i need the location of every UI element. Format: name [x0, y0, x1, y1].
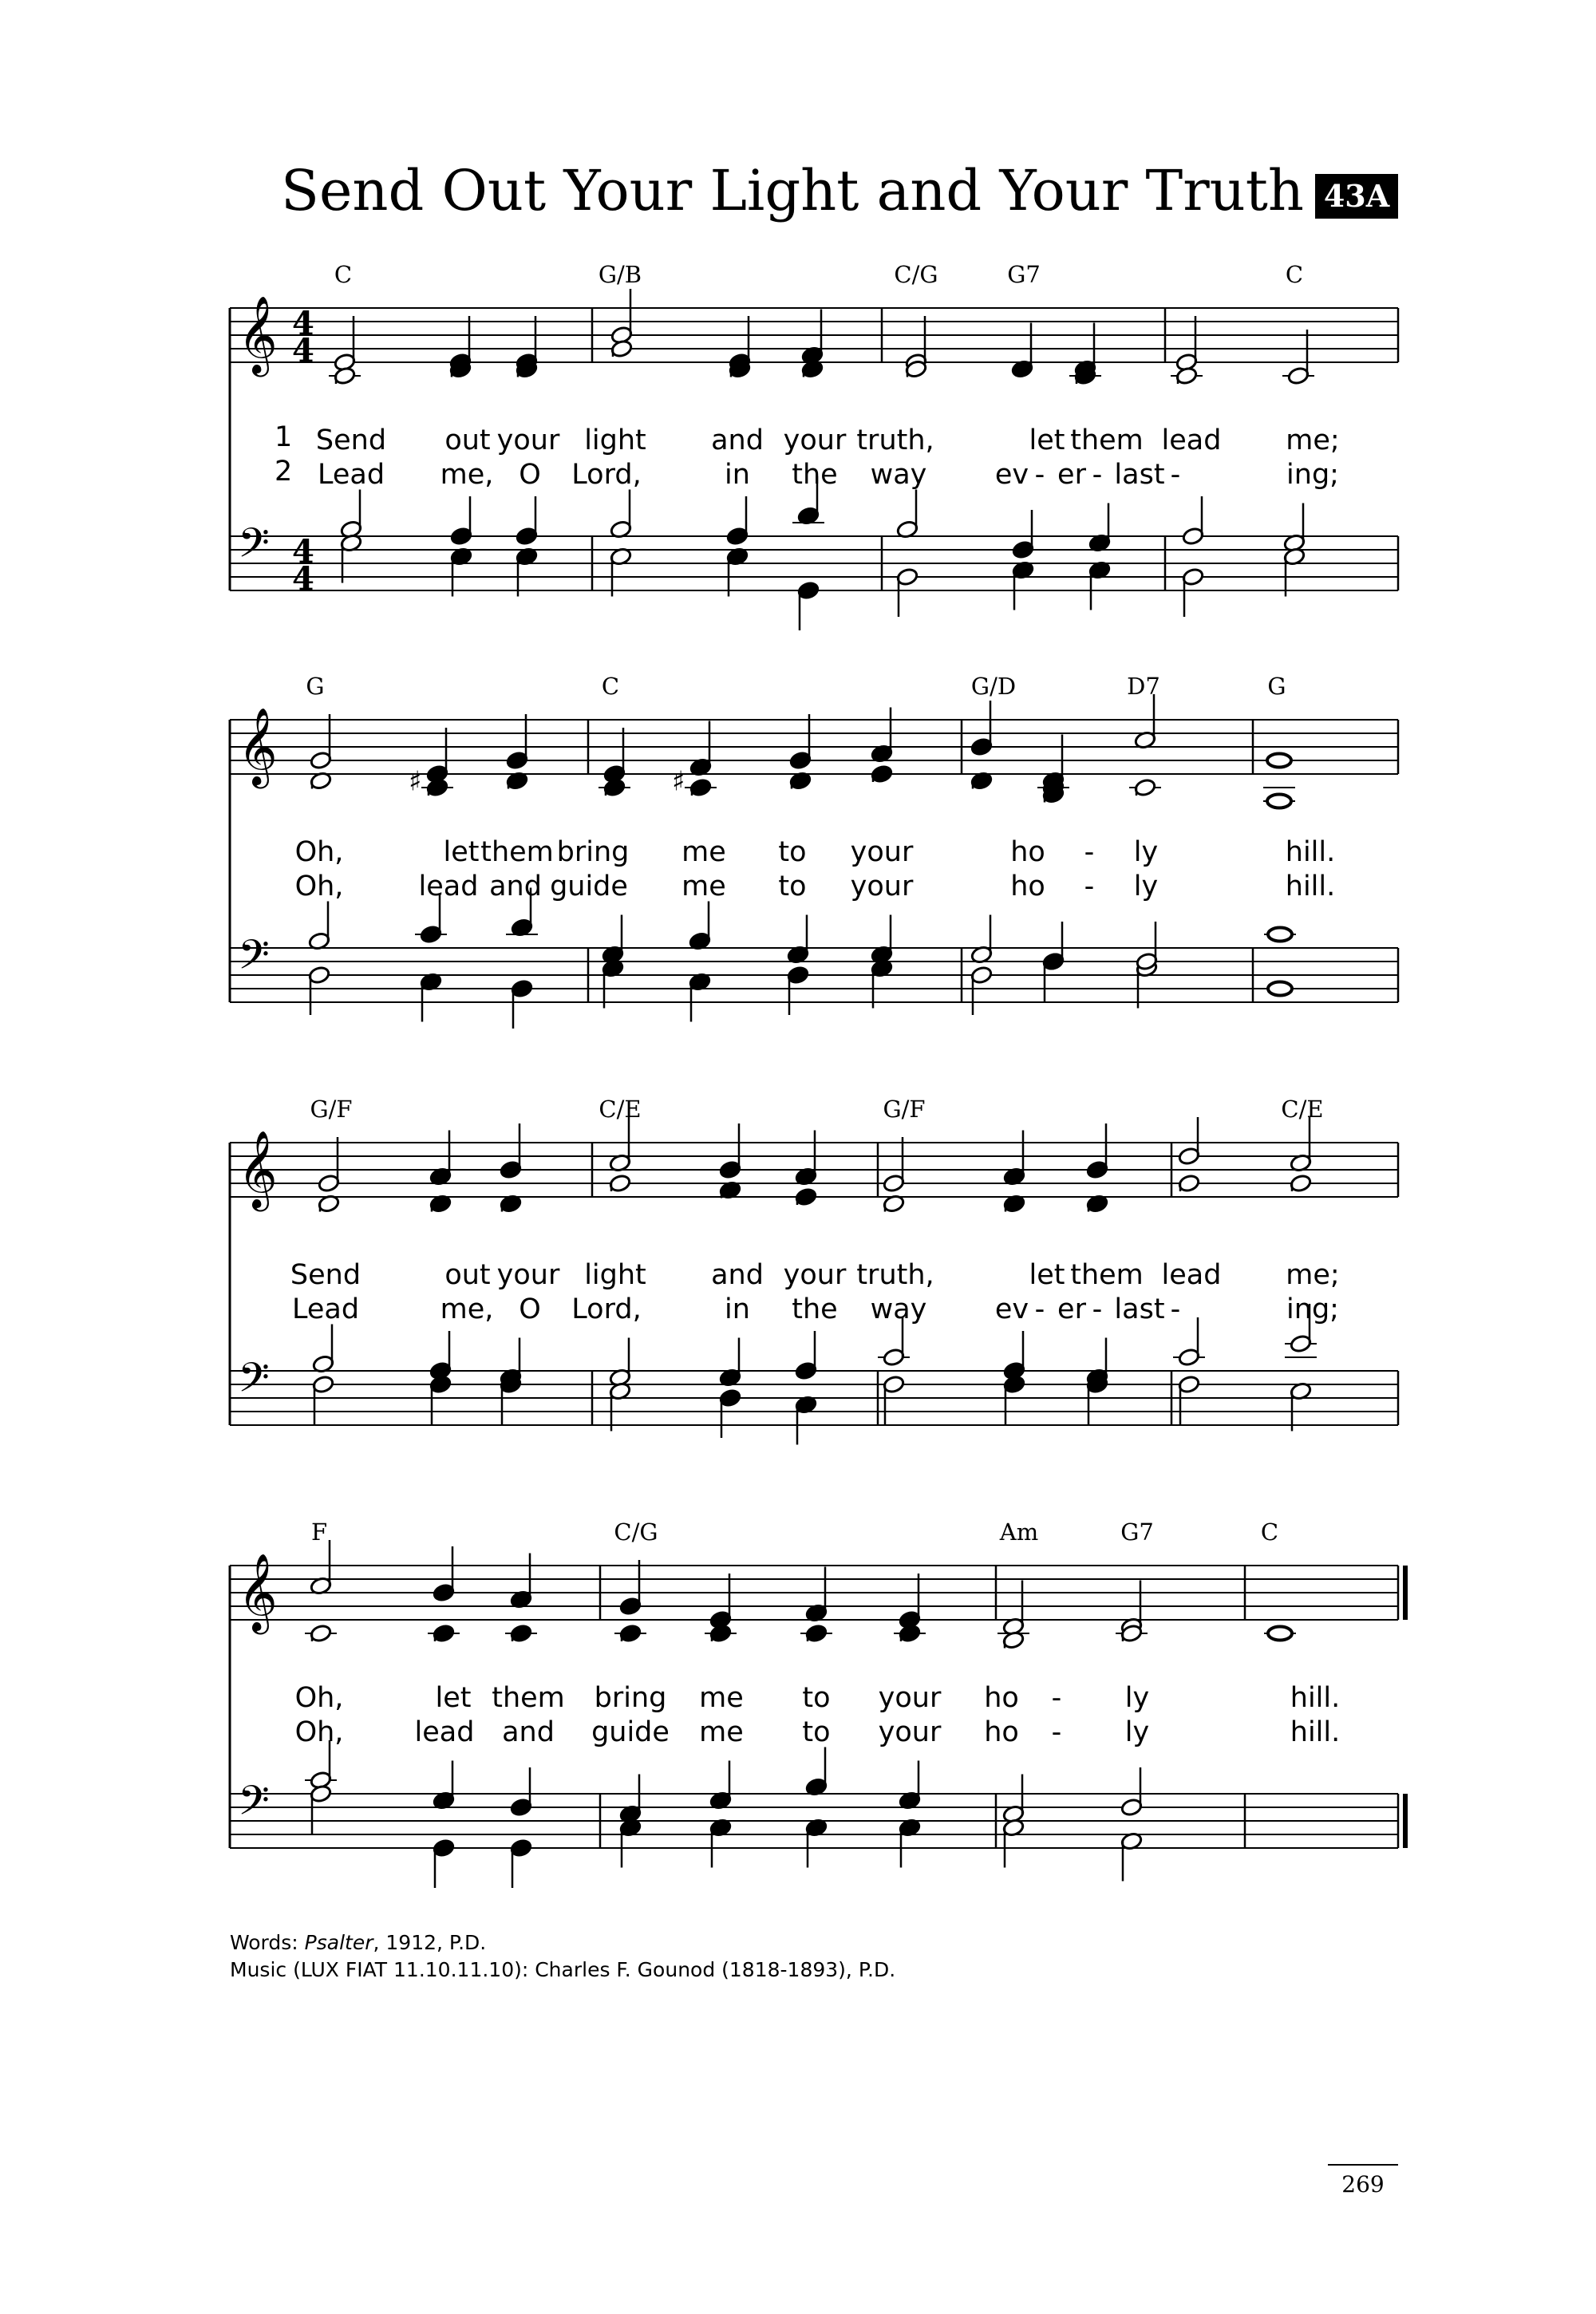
lyric-syllable: - — [1084, 871, 1095, 902]
treble-staff — [230, 1553, 1398, 1634]
treble-chord-notes — [1037, 735, 1069, 804]
lyric-syllable: Lead — [317, 459, 385, 491]
lyric-syllable: - — [1092, 459, 1103, 491]
music-credit: Music (LUX FIAT 11.10.11.10): Charles F. Gounod (1818-1893), P.D. — [230, 1958, 896, 1981]
lyric-syllable: and — [711, 1259, 764, 1291]
lyric-syllable: me, — [440, 1293, 494, 1325]
lyric-syllable: - — [1092, 1293, 1103, 1325]
bass-chord-notes — [726, 496, 749, 597]
treble-chord-notes — [506, 714, 528, 791]
lyric-syllable: er — [1057, 459, 1086, 491]
music-system — [0, 1540, 1596, 1891]
lyric-syllable: me — [699, 1716, 744, 1748]
note-head — [1267, 754, 1291, 768]
lyric-syllable: your — [850, 836, 914, 868]
lyric-syllable: me; — [1286, 1259, 1340, 1291]
words-credit — [230, 1929, 895, 1957]
bass-chord-notes — [792, 476, 824, 631]
chord-symbol: G/F — [310, 1096, 353, 1123]
treble-chord-notes — [505, 1554, 537, 1644]
lyric-syllable: last — [1114, 459, 1165, 491]
lyric-syllable: out — [444, 424, 491, 456]
bass-clef-icon: 𝄢 — [238, 1353, 270, 1412]
lyric-syllable: bring — [594, 1682, 667, 1714]
treble-chord-notes — [1171, 316, 1203, 385]
words-label: Words: — [230, 1931, 305, 1954]
lyric-syllable: and — [502, 1716, 555, 1748]
treble-chord-notes — [1129, 694, 1161, 797]
time-signature-top: 4 — [292, 305, 314, 342]
lyric-syllable: truth, — [856, 424, 934, 456]
lyric-syllable: to — [778, 871, 807, 902]
chord-symbol: C/E — [598, 1096, 642, 1123]
lyric-syllable: ho — [984, 1682, 1019, 1714]
chord-symbol: D7 — [1127, 673, 1160, 700]
bass-chord-notes — [1088, 503, 1111, 610]
treble-chord-notes — [1263, 754, 1295, 808]
treble-clef-icon: 𝄞 — [238, 1130, 278, 1208]
lyric-syllable: - — [1170, 1293, 1181, 1325]
treble-chord-notes — [318, 1137, 340, 1214]
chord-symbol: C — [334, 261, 353, 288]
treble-chord-notes — [1116, 1581, 1148, 1644]
lyric-syllable: hill. — [1290, 1716, 1341, 1748]
lyric-syllable: let — [1029, 1259, 1065, 1291]
chord-symbol: C — [1285, 261, 1304, 288]
treble-chord-notes — [705, 1574, 737, 1643]
lyric-syllable: light — [584, 1259, 646, 1291]
lyric-syllable: lead — [1161, 424, 1222, 456]
lyric-syllable: ev — [994, 1293, 1029, 1325]
treble-chord-notes — [871, 708, 893, 784]
lyric-syllable: let — [443, 836, 480, 868]
lyric-syllable: way — [870, 1293, 927, 1325]
bass-clef-icon: 𝄢 — [238, 1776, 270, 1834]
treble-chord-notes — [905, 316, 927, 379]
treble-chord-notes — [305, 1540, 337, 1643]
sharp-icon: ♯ — [409, 765, 422, 798]
lyric-syllable: your — [496, 1259, 560, 1291]
bass-clef-icon: 𝄢 — [238, 519, 270, 577]
lyric-syllable: lead — [1161, 1259, 1222, 1291]
chord-symbol: C — [1260, 1518, 1279, 1546]
lyric-syllable: ho — [1010, 836, 1045, 868]
lyric-syllable: me, — [440, 459, 494, 491]
lyric-syllable: them — [480, 836, 554, 868]
bass-chord-notes — [899, 1761, 921, 1868]
lyric-syllable: hill. — [1285, 871, 1336, 902]
treble-staff — [230, 707, 1398, 788]
lyric-syllable: and — [489, 871, 542, 902]
lyric-syllable: Lord, — [571, 1293, 642, 1325]
bass-chord-notes — [1012, 510, 1034, 610]
lyric-syllable: me — [681, 871, 726, 902]
treble-chord-notes — [970, 701, 993, 791]
lyric-syllable: and — [711, 424, 764, 456]
sharp-icon: ♯ — [672, 765, 685, 798]
bass-staff — [230, 930, 1398, 1002]
lyric-syllable: last — [1114, 1293, 1165, 1325]
treble-chord-notes — [789, 714, 812, 791]
lyric-syllable: Oh, — [294, 871, 344, 902]
lyric-syllable: ing; — [1286, 1293, 1339, 1325]
lyric-syllable: your — [783, 1259, 847, 1291]
treble-chord-notes — [449, 316, 472, 379]
lyric-syllable: Oh, — [294, 1682, 344, 1714]
bass-chord-notes — [308, 902, 330, 1016]
treble-chord-notes — [1290, 1117, 1312, 1193]
bass-chord-notes — [709, 1761, 732, 1868]
chord-symbol: C — [601, 673, 620, 700]
lyric-syllable: lead — [418, 871, 479, 902]
hymn-number-badge: 43A — [1315, 174, 1398, 219]
treble-chord-notes — [795, 1131, 817, 1207]
treble-chord-notes — [1282, 330, 1314, 385]
lyric-syllable: me — [699, 1682, 744, 1714]
treble-chord-notes — [329, 316, 361, 385]
bass-chord-notes — [450, 496, 472, 597]
bass-clef-icon: 𝄢 — [238, 930, 270, 989]
words-source: Psalter — [304, 1931, 373, 1954]
lyric-syllable: to — [802, 1716, 831, 1748]
treble-chord-notes — [719, 1123, 741, 1200]
bass-chord-notes — [970, 915, 993, 1016]
lyric-syllable: in — [725, 459, 750, 491]
lyric-syllable: - — [1034, 459, 1045, 491]
lyric-syllable: them — [1070, 1259, 1144, 1291]
lyric-syllable: the — [792, 1293, 838, 1325]
final-bar-line — [1403, 1566, 1408, 1620]
lyric-syllable: - — [1084, 836, 1095, 868]
lyric-syllable: ho — [1010, 871, 1045, 902]
lyric-syllable: ly — [1124, 1716, 1150, 1748]
treble-clef-icon: 𝄞 — [238, 295, 278, 373]
lyric-syllable: Send — [315, 424, 387, 456]
treble-chord-notes — [428, 1546, 460, 1643]
music-system — [0, 1117, 1596, 1468]
bass-chord-notes — [1120, 1767, 1143, 1882]
treble-chord-notes — [894, 1574, 926, 1643]
page-number: 269 — [1341, 2171, 1385, 2198]
note-head — [1268, 1627, 1292, 1641]
lyric-syllable: ev — [994, 459, 1029, 491]
treble-chord-notes — [801, 310, 824, 379]
lyric-syllable: ly — [1124, 1682, 1150, 1714]
bass-chord-notes — [429, 1331, 452, 1424]
lyric-syllable: me — [681, 836, 726, 868]
words-rest: , 1912, P.D. — [373, 1931, 487, 1954]
note-head — [1268, 928, 1292, 942]
lyric-syllable: Lead — [291, 1293, 360, 1325]
lyric-syllable: hill. — [1285, 836, 1336, 868]
treble-chord-notes — [1264, 1627, 1296, 1641]
note-head — [1268, 982, 1292, 996]
bass-chord-notes — [795, 1331, 817, 1445]
time-signature-bottom: 4 — [292, 332, 314, 369]
lyric-syllable: Send — [290, 1259, 361, 1291]
lyric-syllable: your — [878, 1716, 942, 1748]
lyric-syllable: light — [584, 424, 646, 456]
lyric-syllable: let — [1029, 424, 1065, 456]
chord-symbol: G/D — [970, 673, 1017, 700]
treble-chord-notes — [1086, 1123, 1108, 1214]
chord-symbol: G7 — [1007, 261, 1041, 288]
bass-chord-notes — [433, 1761, 455, 1889]
lyric-syllable: your — [850, 871, 914, 902]
chord-symbol: G7 — [1120, 1518, 1154, 1546]
lyric-syllable: - — [1034, 1293, 1045, 1325]
lyric-syllable: way — [870, 459, 927, 491]
treble-chord-notes — [1178, 1117, 1200, 1193]
note-head — [1267, 795, 1291, 808]
lyric-syllable: to — [778, 836, 807, 868]
lyric-syllable: bring — [556, 836, 630, 868]
bass-chord-notes — [719, 1338, 741, 1439]
lyric-syllable: - — [1051, 1682, 1062, 1714]
treble-chord-notes — [500, 1123, 522, 1214]
lyric-syllable: O — [519, 459, 541, 491]
bass-chord-notes — [1003, 1331, 1025, 1424]
bass-chord-notes — [305, 1740, 337, 1834]
lyric-syllable: ho — [984, 1716, 1019, 1748]
music-system — [0, 282, 1596, 634]
treble-chord-notes — [800, 1567, 832, 1644]
chord-symbol: C/G — [614, 1518, 658, 1546]
chord-symbol: G — [306, 673, 325, 700]
chord-symbol: F — [310, 1518, 328, 1546]
treble-chord-notes — [883, 1137, 905, 1214]
treble-chord-notes — [609, 1117, 631, 1193]
treble-chord-notes — [614, 1560, 646, 1643]
lyric-syllable: guide — [550, 871, 628, 902]
lyric-syllable: your — [878, 1682, 942, 1714]
lyric-syllable: let — [435, 1682, 472, 1714]
lyric-syllable: hill. — [1290, 1682, 1341, 1714]
lyric-syllable: Lord, — [571, 459, 642, 491]
lyric-syllable: ly — [1133, 836, 1159, 868]
chord-symbol: Am — [999, 1518, 1039, 1546]
treble-chord-notes — [516, 316, 538, 379]
lyric-syllable: truth, — [856, 1259, 934, 1291]
music-system — [0, 694, 1596, 1045]
treble-chord-notes — [729, 316, 751, 379]
lyric-syllable: them — [492, 1682, 565, 1714]
chord-symbol: C/G — [894, 261, 938, 288]
treble-chord-notes — [1011, 323, 1033, 379]
chord-symbol: C/E — [1281, 1096, 1324, 1123]
bass-chord-notes — [516, 496, 538, 597]
bass-chord-notes — [1136, 922, 1158, 1009]
lyric-syllable: - — [1051, 1716, 1062, 1748]
chord-symbol: G/B — [598, 261, 642, 288]
credits — [230, 1929, 895, 1984]
bass-chord-notes — [896, 490, 918, 618]
final-bar-line — [1403, 1794, 1408, 1848]
page-number-rule — [1328, 2164, 1398, 2166]
lyric-syllable: in — [725, 1293, 750, 1325]
treble-chord-notes — [310, 714, 332, 791]
treble-chord-notes — [409, 728, 453, 798]
lyric-syllable: them — [1070, 424, 1144, 456]
lyric-syllable: me; — [1286, 424, 1340, 456]
verse-number: 2 — [275, 456, 293, 488]
treble-clef-icon: 𝄞 — [238, 1553, 278, 1631]
bass-chord-notes — [1182, 496, 1204, 617]
lyric-syllable: to — [802, 1682, 831, 1714]
lyric-syllable: er — [1057, 1293, 1086, 1325]
lyric-syllable: Oh, — [294, 1716, 344, 1748]
lyric-syllable: - — [1170, 459, 1181, 491]
lyric-syllable: the — [792, 459, 838, 491]
time-signature-top: 4 — [292, 533, 314, 571]
treble-clef-icon: 𝄞 — [238, 707, 278, 785]
lyric-syllable: lead — [414, 1716, 475, 1748]
bass-chord-notes — [506, 888, 538, 1029]
lyric-syllable: guide — [591, 1716, 670, 1748]
bass-chord-notes — [787, 915, 809, 1016]
chord-symbol: G — [1267, 673, 1286, 700]
lyric-syllable: O — [519, 1293, 541, 1325]
hymn-title: Send Out Your Light and Your Truth — [281, 158, 1304, 223]
chord-symbol: G/F — [883, 1096, 926, 1123]
verse-number: 1 — [275, 421, 293, 453]
time-signature-bottom: 4 — [292, 560, 314, 598]
treble-chord-notes — [998, 1581, 1029, 1650]
bass-chord-notes — [610, 490, 632, 597]
bass-chord-notes — [510, 1767, 532, 1888]
lyric-syllable: ly — [1133, 871, 1159, 902]
lyric-syllable: Oh, — [294, 836, 344, 868]
lyric-syllable: out — [444, 1259, 491, 1291]
treble-chord-notes — [1069, 323, 1101, 386]
lyric-syllable: your — [783, 424, 847, 456]
treble-chord-notes — [598, 728, 630, 797]
treble-chord-notes — [672, 721, 717, 798]
bass-chord-notes — [312, 1325, 334, 1425]
lyric-syllable: ing; — [1286, 459, 1339, 491]
lyric-syllable: your — [496, 424, 560, 456]
treble-chord-notes — [610, 289, 633, 358]
